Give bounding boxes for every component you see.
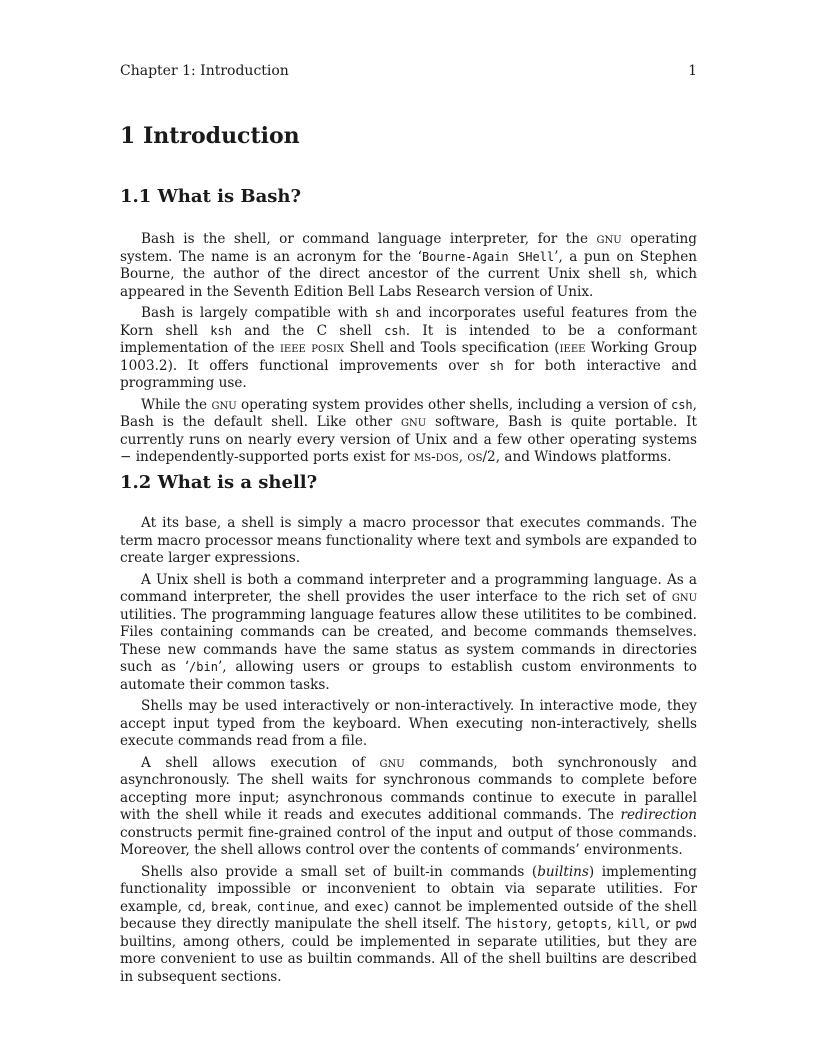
paragraph: While the gnu operating system provides other shells, including a version of csh, Bash is the default shell. Like other gnu software, Bash is quite portable. It currently runs on nearly every version of Unix and a few other operating systems − independently-supported ports exist for ms-dos, os/2, and Windows platforms. — [120, 396, 697, 465]
inline-code: pwd — [675, 917, 698, 931]
paragraph: Bash is largely compatible with sh and incorporates useful features from the Korn shell ksh and the C shell csh. It is intended to be a conformant implementation of the ieee posix Shell and Tools specification (ieee Working Group 1003.2). It offers functional improvements over sh for both interactive and programming use. — [120, 305, 698, 391]
inline-code: continue — [256, 899, 315, 914]
inline-code: history — [496, 917, 548, 931]
paragraph: At its base, a shell is simply a macro processor that executes commands. The term macro processor means functionality where text and symbols are expanded to create larger expressions. — [120, 515, 697, 566]
paragraph: Shells also provide a small set of built-in commands (builtins) implementing functionality impossible or inconvenient to obtain via separate utilities. For example, cd, break, continue, and exec) cannot be implemented outside of the shell because they directly manipulate the shell itself. The history, getopts, kill, or pwd builtins, among others, could be implemented in separate utilities, but they are more convenient to use as builtin commands. All of the shell builtins are described in subsequent sections. — [120, 863, 698, 985]
inline-code: sh — [489, 358, 504, 373]
small-caps-term: gnu — [211, 396, 237, 413]
inline-code: break — [211, 899, 248, 914]
running-header — [120, 63, 697, 79]
inline-code: csh — [384, 323, 406, 338]
inline-code: cd — [187, 899, 202, 914]
small-caps-term: gnu — [671, 589, 697, 605]
chapter-label: Chapter 1: Introduction — [120, 63, 289, 79]
paragraph: A Unix shell is both a command interpreter and a programming language. As a command interpreter, the shell provides the user interface to the rich set of gnu utilities. The programming language features allow these utilitites to be combined. Files containing commands can be created, and become commands themselves. These new commands have the same status as system commands in directories such as ‘/bin’, allowing users or groups to establish custom environments to automate their common tasks. — [120, 571, 697, 693]
inline-code: csh — [670, 397, 693, 412]
inline-code: exec — [354, 899, 384, 914]
small-caps-term: gnu — [400, 414, 427, 430]
paragraph: Bash is the shell, or command language interpreter, for the gnu operating system. The name is an acronym for the ‘Bourne-Again SHell’, a pun on Stephen Bourne, the author of the direct ancestor of the current Unix shell sh, which appeared in the Seventh Edition Bell Labs Research version of Unix. — [120, 231, 697, 300]
emphasis: redirection — [620, 807, 697, 823]
section-body-what-is-a-shell — [120, 515, 697, 990]
inline-code: kill — [616, 917, 646, 931]
inline-code: /bin — [189, 660, 218, 674]
inline-code: sh — [374, 306, 390, 320]
small-caps-term: ms-dos — [414, 449, 459, 465]
small-caps-term: gnu — [379, 754, 405, 771]
small-caps-term: os — [467, 449, 483, 465]
paragraph: Shells may be used interactively or non-interactively. In interactive mode, they accept input typed from the keyboard. When executing non-interactively, shells execute commands read from a file. — [120, 698, 697, 749]
page-number: 1 — [688, 63, 697, 79]
section-body-what-is-bash — [120, 231, 697, 471]
small-caps-term: ieee — [559, 340, 586, 356]
small-caps-term: ieee posix — [279, 340, 345, 356]
chapter-title: 1 Introduction — [120, 123, 300, 149]
section-heading-what-is-a-shell: 1.2 What is a shell? — [120, 472, 318, 493]
inline-code: ksh — [210, 323, 232, 338]
inline-code: Bourne-Again SHell — [421, 249, 555, 264]
section-heading-what-is-bash: 1.1 What is Bash? — [120, 186, 302, 207]
inline-code: getopts — [556, 917, 608, 931]
paragraph: A shell allows execution of gnu commands, both synchronously and asynchronously. The shell waits for synchronous commands to complete before accepting more input; asynchronous commands continue to execute in parallel with the shell while it reads and executes additional commands. The redirection constructs permit fine-grained control of the input and output of those commands. Moreover, the shell allows control over the contents of commands’ environments. — [120, 754, 698, 858]
small-caps-term: gnu — [596, 231, 622, 247]
emphasis: builtins — [537, 863, 589, 880]
inline-code: sh — [628, 267, 644, 281]
